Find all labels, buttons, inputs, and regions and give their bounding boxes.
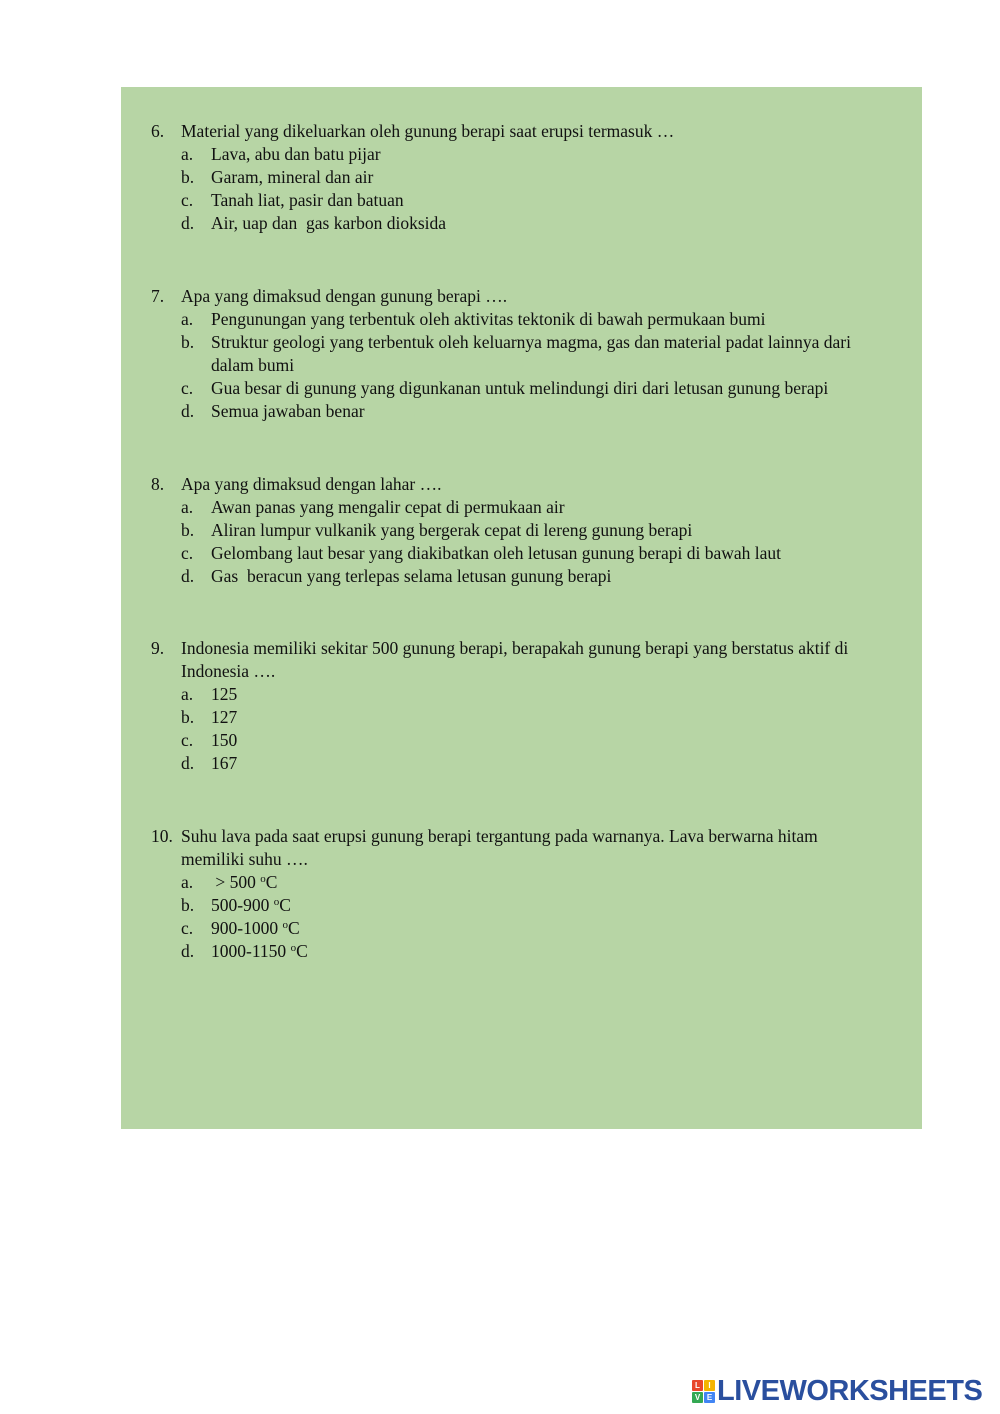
worksheet-panel (121, 87, 922, 1129)
logo-letter: E (704, 1392, 715, 1403)
option-unit: C (296, 941, 308, 961)
option-letter: b. (181, 520, 195, 540)
option-text (211, 940, 891, 963)
option-letter: b. (181, 167, 195, 187)
option-text: Air, uap dan gas karbon dioksida (211, 213, 447, 233)
answer-option[interactable] (151, 377, 891, 400)
option-value: 1000-1150 (211, 941, 291, 961)
option-text: Garam, mineral dan air (211, 167, 374, 187)
question-text: Apa yang dimaksud dengan lahar …. (181, 474, 442, 494)
option-text: Struktur geologi yang terbentuk oleh keluarnya magma, gas dan material padat lainnya dari dalam bumi (211, 332, 851, 375)
question-text: Apa yang dimaksud dengan gunung berapi …. (181, 286, 508, 306)
option-letter: d. (181, 401, 195, 421)
question-6 (151, 120, 891, 235)
option-value: 900-1000 (211, 918, 283, 938)
option-letter: b. (181, 895, 195, 915)
logo-text: LIVEWORKSHEETS (717, 1374, 983, 1407)
question-9 (151, 637, 891, 775)
option-text: Gas beracun yang terlepas selama letusan gunung berapi (211, 566, 612, 586)
question-10 (151, 825, 891, 963)
option-letter: c. (181, 378, 194, 398)
option-text: Tanah liat, pasir dan batuan (211, 190, 404, 210)
option-text: Lava, abu dan batu pijar (211, 144, 381, 164)
liveworksheets-logo[interactable] (692, 1374, 982, 1408)
option-text: Aliran lumpur vulkanik yang bergerak cepat di lereng gunung berapi (211, 520, 693, 540)
option-letter: d. (181, 941, 195, 961)
answer-option[interactable] (151, 308, 891, 331)
option-letter: a. (181, 497, 194, 517)
answer-option[interactable] (151, 683, 891, 706)
option-text: Gelombang laut besar yang diakibatkan oleh letusan gunung berapi di bawah laut (211, 543, 782, 563)
degree-sign: o (282, 919, 288, 931)
option-text (211, 917, 891, 940)
option-text: 167 (211, 753, 238, 773)
question-number: 9. (151, 638, 165, 658)
option-text: 125 (211, 684, 238, 704)
option-unit: C (279, 895, 291, 915)
question-text: Material yang dikeluarkan oleh gunung berapi saat erupsi termasuk … (181, 121, 675, 141)
logo-letter: I (704, 1380, 715, 1391)
option-text: Gua besar di gunung yang digunkanan untuk melindungi diri dari letusan gunung berapi (211, 378, 829, 398)
option-value: > 500 (211, 872, 261, 892)
question-text: Suhu lava pada saat erupsi gunung berapi tergantung pada warnanya. Lava berwarna hitam memiliki suhu …. (181, 826, 818, 869)
degree-sign: o (290, 942, 297, 954)
option-letter: d. (181, 753, 195, 773)
option-letter: a. (181, 309, 194, 329)
option-unit: C (287, 918, 300, 938)
answer-option[interactable] (151, 143, 891, 166)
degree-sign: o (273, 896, 280, 908)
answer-option[interactable] (151, 752, 891, 775)
logo-letter: L (692, 1380, 703, 1391)
option-value: 500-900 (211, 895, 274, 915)
option-text: 150 (211, 730, 238, 750)
option-letter: b. (181, 707, 195, 727)
option-letter: d. (181, 566, 195, 586)
option-letter: b. (181, 332, 195, 352)
option-unit: C (265, 872, 278, 892)
answer-option[interactable] (151, 894, 891, 917)
option-letter: c. (181, 543, 194, 563)
option-text: 127 (211, 707, 238, 727)
answer-option[interactable] (151, 519, 891, 542)
logo-letter: V (692, 1392, 703, 1403)
answer-option[interactable] (151, 331, 891, 377)
answer-option[interactable] (151, 706, 891, 729)
question-number: 7. (151, 286, 165, 306)
answer-option[interactable] (151, 212, 891, 235)
question-7 (151, 285, 891, 423)
question-text: Indonesia memiliki sekitar 500 gunung berapi, berapakah gunung berapi yang berstatus aktif di Indonesia …. (181, 638, 849, 681)
option-text: Semua jawaban benar (211, 401, 365, 421)
answer-option[interactable] (151, 917, 891, 940)
option-letter: d. (181, 213, 195, 233)
answer-option[interactable] (151, 400, 891, 423)
answer-option[interactable] (151, 940, 891, 963)
answer-option[interactable] (151, 565, 891, 588)
degree-sign: o (260, 873, 266, 885)
option-letter: a. (181, 872, 194, 892)
logo-mark-icon (692, 1380, 715, 1403)
option-letter: a. (181, 684, 194, 704)
answer-option[interactable] (151, 729, 891, 752)
option-text (211, 871, 891, 894)
option-letter: c. (181, 730, 194, 750)
option-text: Awan panas yang mengalir cepat di permukaan air (211, 497, 565, 517)
option-letter: c. (181, 918, 194, 938)
answer-option[interactable] (151, 542, 891, 565)
answer-option[interactable] (151, 496, 891, 519)
question-number: 10. (151, 826, 173, 846)
question-8 (151, 473, 891, 588)
option-text: Pengunungan yang terbentuk oleh aktivitas tektonik di bawah permukaan bumi (211, 309, 766, 329)
question-number: 6. (151, 121, 165, 141)
answer-option[interactable] (151, 189, 891, 212)
answer-option[interactable] (151, 166, 891, 189)
option-letter: c. (181, 190, 194, 210)
answer-option[interactable] (151, 871, 891, 894)
option-text (211, 894, 891, 917)
question-number: 8. (151, 474, 165, 494)
option-letter: a. (181, 144, 194, 164)
